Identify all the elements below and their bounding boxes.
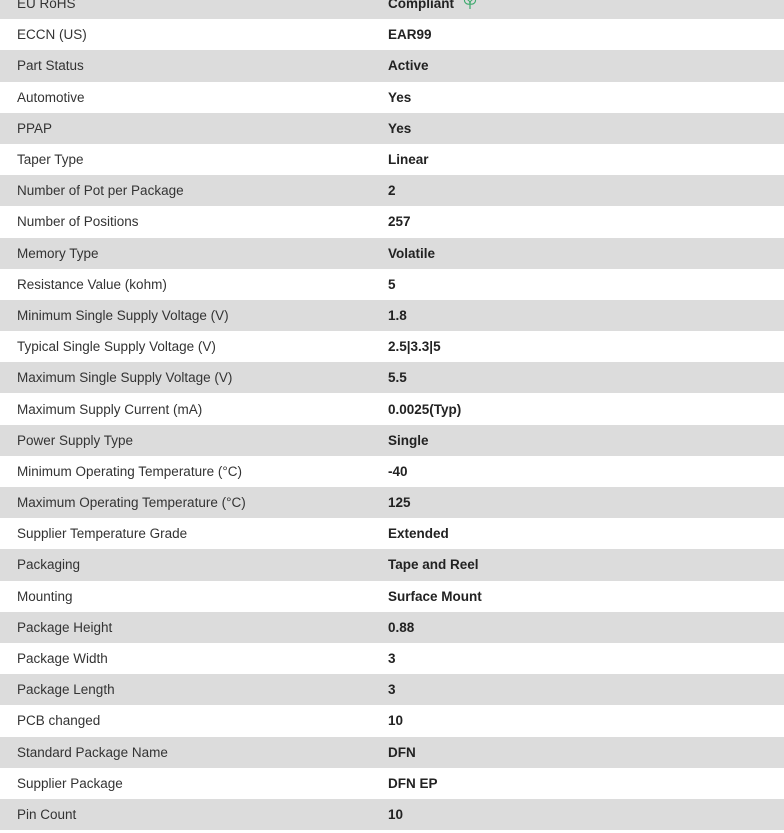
spec-label: Packaging (17, 557, 81, 573)
leaf-icon (463, 0, 477, 10)
table-row (0, 331, 784, 362)
spec-value: Linear (388, 152, 429, 168)
spec-label: Minimum Single Supply Voltage (V) (17, 307, 229, 323)
table-row (0, 425, 784, 456)
table-row (0, 799, 784, 830)
table-row (0, 487, 784, 518)
table-row (0, 393, 784, 424)
spec-label: Typical Single Supply Voltage (V) (17, 339, 216, 355)
spec-value (388, 0, 784, 11)
table-row (0, 0, 784, 19)
spec-value: Tape and Reel (388, 557, 479, 573)
table-row (0, 175, 784, 206)
table-row (0, 737, 784, 768)
spec-value: -40 (388, 463, 408, 479)
spec-label: Automotive (17, 89, 85, 105)
table-row (0, 581, 784, 612)
spec-value: EAR99 (388, 27, 432, 43)
spec-label: Part Status (17, 58, 84, 74)
spec-label: Package Width (17, 651, 108, 667)
table-row (0, 300, 784, 331)
table-row (0, 50, 784, 81)
table-row (0, 456, 784, 487)
table-row (0, 768, 784, 799)
table-row (0, 113, 784, 144)
spec-value: Volatile (388, 245, 436, 261)
table-row (0, 612, 784, 643)
spec-value: DFN (388, 744, 416, 760)
spec-label: Minimum Operating Temperature (°C) (17, 463, 242, 479)
table-row (0, 144, 784, 175)
table-row (0, 705, 784, 736)
spec-value: 5.5 (388, 370, 407, 386)
spec-label: Maximum Single Supply Voltage (V) (17, 370, 233, 386)
spec-value: DFN EP (388, 775, 438, 791)
table-row (0, 549, 784, 580)
spec-value: 5 (388, 276, 396, 292)
table-row (0, 238, 784, 269)
spec-value: 10 (388, 806, 404, 822)
table-row (0, 206, 784, 237)
spec-label: PCB changed (17, 713, 101, 729)
spec-value: 2 (388, 183, 396, 199)
table-row (0, 518, 784, 549)
spec-label: ECCN (US) (17, 27, 87, 43)
spec-value: Yes (388, 89, 412, 105)
spec-value: 0.0025(Typ) (388, 401, 462, 417)
table-row (0, 269, 784, 300)
table-row (0, 643, 784, 674)
spec-label: Power Supply Type (17, 432, 134, 448)
spec-value: 257 (388, 214, 411, 230)
spec-label: Supplier Temperature Grade (17, 526, 188, 542)
spec-label: Supplier Package (17, 775, 123, 791)
table-row (0, 674, 784, 705)
spec-label: PPAP (17, 120, 53, 136)
spec-value: Active (388, 58, 429, 74)
spec-value: Surface Mount (388, 588, 482, 604)
spec-value: 1.8 (388, 307, 407, 323)
spec-label: Maximum Operating Temperature (°C) (17, 495, 246, 511)
spec-value: Single (388, 432, 429, 448)
spec-value: 10 (388, 713, 404, 729)
table-row (0, 362, 784, 393)
spec-value: 3 (388, 682, 396, 698)
table-row (0, 82, 784, 113)
spec-label: Maximum Supply Current (mA) (17, 401, 203, 417)
spec-label: Standard Package Name (17, 744, 168, 760)
spec-value: 2.5|3.3|5 (388, 339, 441, 355)
spec-label: Mounting (17, 588, 73, 604)
spec-label: Number of Positions (17, 214, 139, 230)
table-row (0, 19, 784, 50)
spec-label: Package Length (17, 682, 115, 698)
spec-label: EU RoHS (17, 0, 76, 12)
spec-value: 125 (388, 495, 411, 511)
spec-label: Number of Pot per Package (17, 183, 184, 199)
spec-label: Pin Count (17, 806, 77, 822)
spec-label: Package Height (17, 619, 113, 635)
spec-value: Yes (388, 120, 412, 136)
spec-value: 0.88 (388, 619, 415, 635)
spec-label: Taper Type (17, 152, 84, 168)
spec-label: Memory Type (17, 245, 99, 261)
spec-label: Resistance Value (kohm) (17, 276, 167, 292)
spec-value: 3 (388, 651, 396, 667)
spec-value: Extended (388, 526, 449, 542)
spec-value-text: Compliant (388, 0, 454, 12)
